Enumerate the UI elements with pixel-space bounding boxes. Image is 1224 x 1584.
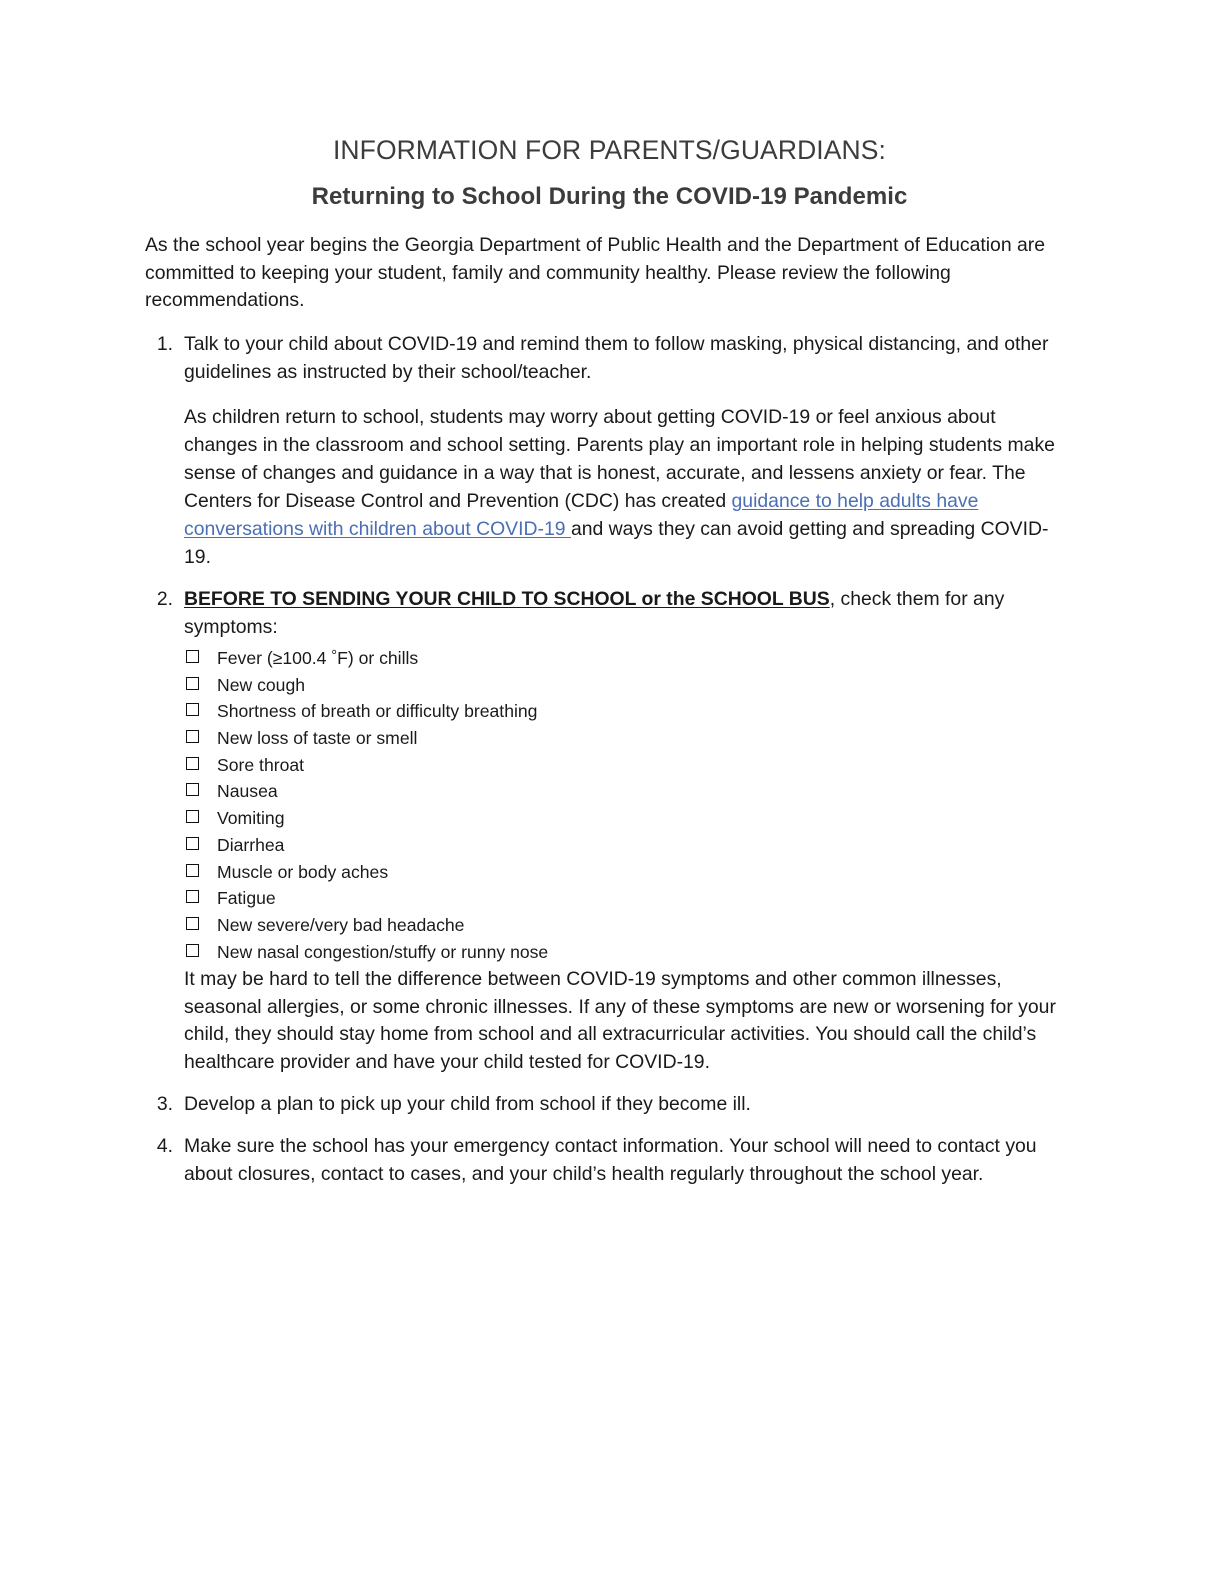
symptom-item — [186, 698, 1074, 725]
symptom-label: New severe/very bad headache — [217, 915, 465, 936]
item-2-rest: , check them for any symptoms: — [184, 587, 1005, 638]
symptom-item — [186, 832, 1074, 859]
list-marker-4: 4. — [156, 1135, 173, 1158]
symptom-label: Shortness of breath or difficulty breathing — [217, 701, 538, 722]
cdc-guidance-link[interactable]: guidance to help adults have conversations with children about COVID-19 — [184, 490, 979, 541]
symptom-item — [186, 672, 1074, 699]
list-item-1 — [145, 331, 1074, 572]
page-subtitle: Returning to School During the COVID-19 Pandemic — [311, 183, 908, 211]
checkbox-icon[interactable] — [186, 837, 199, 850]
symptom-checklist — [184, 645, 1074, 966]
symptom-label: New loss of taste or smell — [217, 727, 418, 748]
list-marker-3: 3. — [156, 1093, 173, 1116]
symptom-item — [186, 885, 1074, 912]
item-1-text-before-link: As children return to school, students may worry about getting COVID-19 or feel anxious about changes in the classroom and school setting. Parents play an important role in helping students make sense of changes and guidance in a way that is honest, accurate, and lessens anxiety or fear. The Centers for Disease Control and Prevention (CDC) has created — [184, 406, 1055, 513]
checkbox-icon[interactable] — [186, 810, 199, 823]
item-3-paragraph-1: Develop a plan to pick up your child from school if they become ill. — [184, 1093, 751, 1116]
symptom-label: Vomiting — [217, 808, 285, 829]
list-item-4 — [145, 1133, 1074, 1189]
item-1-paragraph-2 — [184, 404, 1074, 572]
checkbox-icon[interactable] — [186, 650, 199, 663]
item-2-heading-line — [184, 586, 1074, 642]
item-2-closing-paragraph: It may be hard to tell the difference between COVID-19 symptoms and other common illnesses, seasonal allergies, or some chronic illnesses. If any of these symptoms are new or worsening for your child, they should stay home from school and all extracurricular activities. You should call the child’s healthcare provider and have your child tested for COVID-19. — [184, 967, 1056, 1074]
list-item-1-body — [184, 331, 1074, 572]
checkbox-icon[interactable] — [186, 944, 199, 957]
list-item-2-body — [184, 586, 1074, 1077]
item-2-emphasis: BEFORE TO SENDING YOUR CHILD TO SCHOOL or the SCHOOL BUS — [184, 587, 830, 610]
list-item-4-body — [184, 1133, 1074, 1189]
checkbox-icon[interactable] — [186, 783, 199, 796]
symptom-label: Muscle or body aches — [217, 861, 389, 882]
list-item-2 — [145, 586, 1074, 1077]
symptom-item — [186, 859, 1074, 886]
symptom-item — [186, 725, 1074, 752]
symptom-item — [186, 805, 1074, 832]
intro-paragraph: As the school year begins the Georgia Department of Public Health and the Department of Education are committed to keeping your student, family and community healthy. Please review the following recommendations. — [145, 233, 1046, 312]
symptom-label: Nausea — [217, 781, 278, 802]
checkbox-icon[interactable] — [186, 703, 199, 716]
page-title: INFORMATION FOR PARENTS/GUARDIANS: — [332, 135, 887, 165]
checkbox-icon[interactable] — [186, 864, 199, 877]
item-1-paragraph-1: Talk to your child about COVID-19 and remind them to follow masking, physical distancing, and other guidelines as instructed by their school/teacher. — [184, 333, 1049, 384]
checkbox-icon[interactable] — [186, 917, 199, 930]
list-item-3-body — [184, 1091, 1074, 1119]
checkbox-icon[interactable] — [186, 757, 199, 770]
symptom-item — [186, 912, 1074, 939]
symptom-item — [186, 645, 1074, 672]
symptom-label: Sore throat — [217, 754, 305, 775]
checkbox-icon[interactable] — [186, 890, 199, 903]
item-4-paragraph-1: Make sure the school has your emergency contact information. Your school will need to contact you about closures, contact to cases, and your child’s health regularly throughout the school year. — [184, 1135, 1037, 1186]
symptom-item — [186, 939, 1074, 966]
list-marker-1: 1. — [156, 333, 173, 356]
symptom-label: Fever (≥100.4 °F) or chills — [217, 647, 419, 668]
list-item-3 — [145, 1091, 1074, 1119]
symptom-item — [186, 752, 1074, 779]
symptom-label: New cough — [217, 674, 306, 695]
symptom-item — [186, 778, 1074, 805]
checkbox-icon[interactable] — [186, 730, 199, 743]
symptom-label: Diarrhea — [217, 834, 285, 855]
symptom-label: New nasal congestion/stuffy or runny nose — [217, 941, 549, 962]
checkbox-icon[interactable] — [186, 677, 199, 690]
symptom-label: Fatigue — [217, 888, 276, 909]
list-marker-2: 2. — [156, 587, 173, 610]
item-1-text-after-link: and ways they can avoid getting and spreading COVID-19. — [184, 518, 1049, 568]
